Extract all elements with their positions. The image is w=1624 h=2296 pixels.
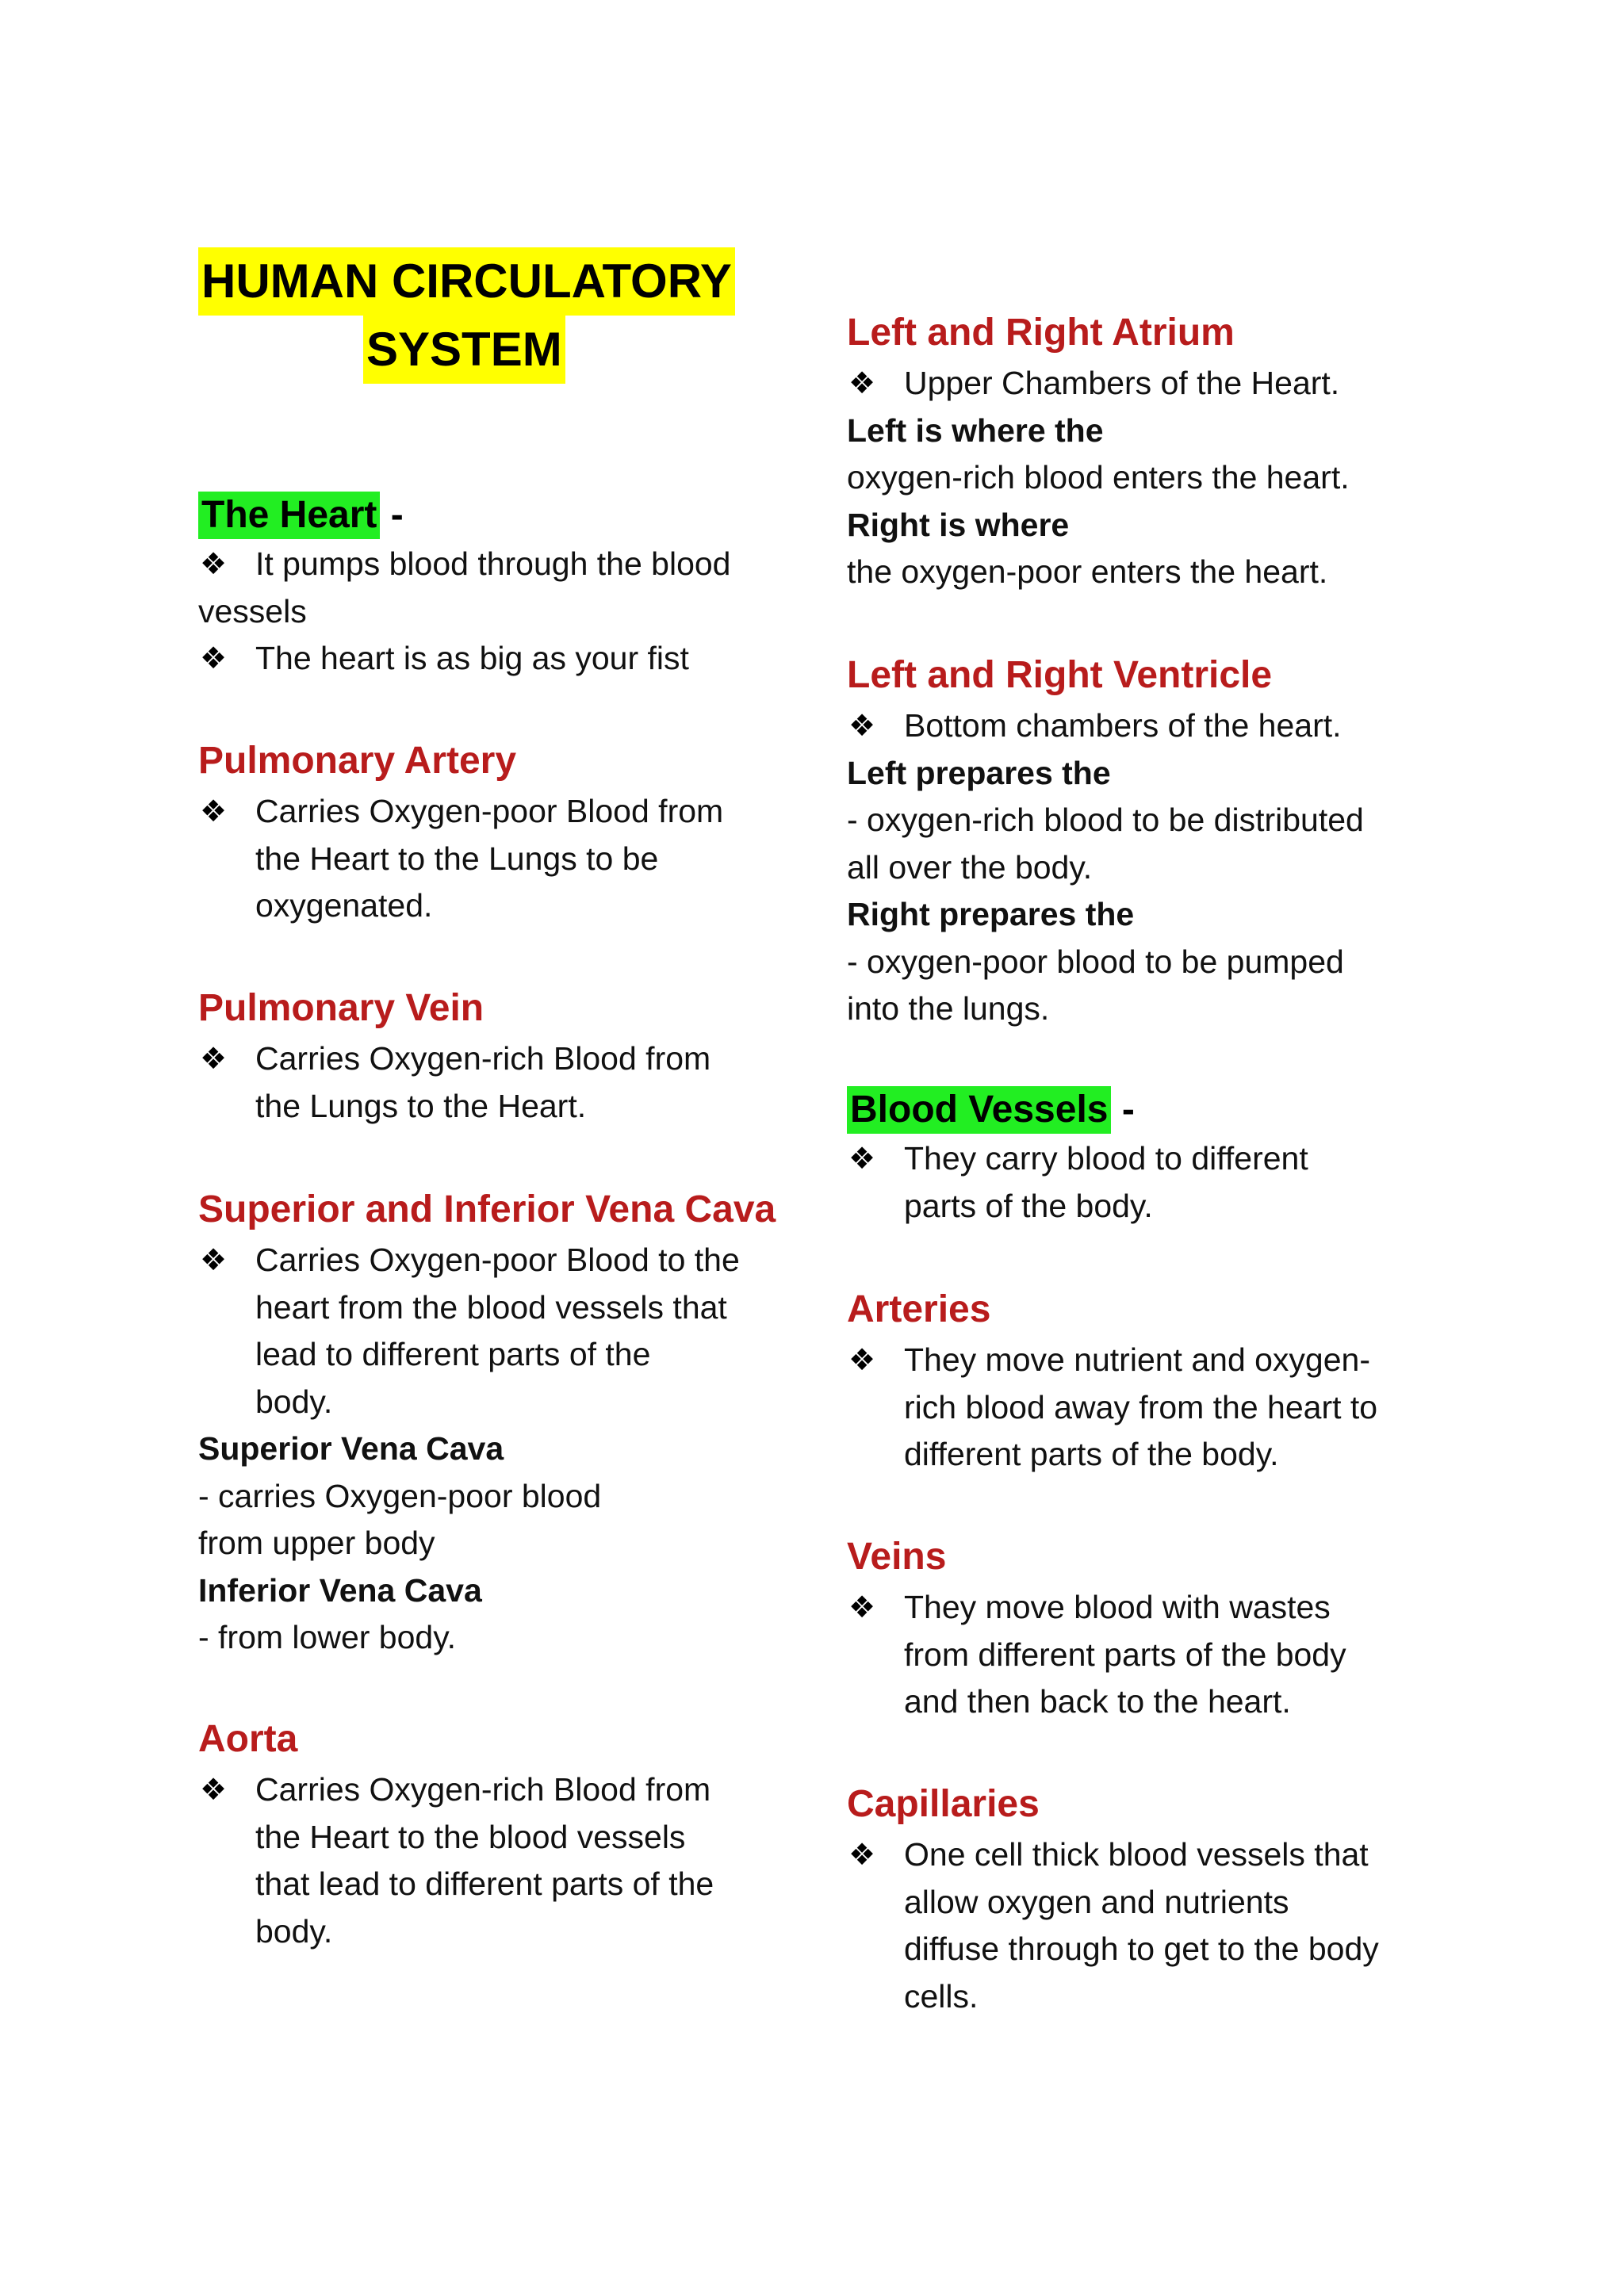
arteries-text xyxy=(847,1337,1465,1479)
vena-cava-bullet: ❖ Carries Oxygen-poor Blood to the heart from the blood vessels that lead to different parts of the body. xyxy=(198,1237,809,1425)
arteries-title: Arteries xyxy=(847,1288,991,1330)
ventricle-left-line-2: all over the body. xyxy=(847,848,1093,886)
page-title-line-1: HUMAN CIRCULATORY xyxy=(198,247,735,316)
capillaries-title: Capillaries xyxy=(847,1783,1040,1825)
aorta-text xyxy=(198,1766,809,1955)
pulmonary-vein-title: Pulmonary Vein xyxy=(198,987,485,1029)
ventricle-title: Left and Right Ventricle xyxy=(847,654,1273,696)
heart-bullet-1: ❖ It pumps blood through the blood xyxy=(198,541,809,588)
vena-cava-title: Superior and Inferior Vena Cava xyxy=(198,1188,776,1230)
atrium-left-label: Left is where the xyxy=(847,411,1104,449)
atrium-title: Left and Right Atrium xyxy=(847,312,1235,354)
bullet-diamond-icon: ❖ xyxy=(200,641,228,675)
blood-vessels-heading: Blood Vessels - xyxy=(847,1086,1135,1134)
ventricle-right-line-1: - oxygen-poor blood to be pumped xyxy=(847,943,1344,980)
superior-vena-cava-label: Superior Vena Cava xyxy=(198,1430,504,1467)
bullet-diamond-icon: ❖ xyxy=(200,1041,228,1076)
bullet-diamond-icon: ❖ xyxy=(200,1772,228,1807)
bullet-diamond-icon: ❖ xyxy=(848,1590,876,1624)
superior-vena-cava-line-1: - carries Oxygen-poor blood xyxy=(198,1477,602,1514)
bullet-diamond-icon: ❖ xyxy=(848,1837,876,1872)
heart-bullet-1-wrap: vessels xyxy=(198,592,307,629)
capillaries-text xyxy=(847,1831,1465,2020)
bullet-diamond-icon: ❖ xyxy=(200,546,228,581)
heart-bullet-2: ❖ The heart is as big as your fist xyxy=(198,635,809,683)
bullet-diamond-icon: ❖ xyxy=(848,1342,876,1377)
ventricle-left-line-1: - oxygen-rich blood to be distributed xyxy=(847,802,1364,838)
heart-title: The Heart xyxy=(198,492,380,539)
bullet-diamond-icon: ❖ xyxy=(200,1242,228,1277)
blood-vessels-bullet: ❖ They carry blood to different parts of the body. xyxy=(847,1135,1465,1230)
aorta-title: Aorta xyxy=(198,1718,298,1760)
atrium-right-text: the oxygen-poor enters the heart. xyxy=(847,553,1328,590)
atrium-right-label: Right is where xyxy=(847,506,1070,543)
blood-vessels-text xyxy=(847,1135,1465,1230)
capillaries-bullet: ❖ One cell thick blood vessels that allow oxygen and nutrients diffuse through to get to the body cells. xyxy=(847,1831,1465,2020)
aorta-bullet: ❖ Carries Oxygen-rich Blood from the Heart to the blood vessels that lead to different parts of the body. xyxy=(198,1766,809,1955)
ventricle-right-line-2: into the lungs. xyxy=(847,990,1050,1027)
page-title-line-2: SYSTEM xyxy=(363,316,565,384)
bullet-diamond-icon: ❖ xyxy=(848,365,876,400)
veins-title: Veins xyxy=(847,1536,947,1578)
pulmonary-artery-title: Pulmonary Artery xyxy=(198,740,517,782)
veins-text xyxy=(847,1584,1465,1726)
pulmonary-vein-bullet: ❖ Carries Oxygen-rich Blood from the Lungs to the Heart. xyxy=(198,1035,809,1130)
ventricle-left-label: Left prepares the xyxy=(847,754,1111,791)
ventricle-right-label: Right prepares the xyxy=(847,896,1135,932)
bullet-diamond-icon: ❖ xyxy=(848,708,876,743)
atrium-bullet: ❖ Upper Chambers of the Heart. xyxy=(847,360,1465,408)
blood-vessels-title: Blood Vessels xyxy=(847,1086,1111,1134)
superior-vena-cava-line-2: from upper body xyxy=(198,1525,435,1561)
bullet-diamond-icon: ❖ xyxy=(200,794,228,828)
pulmonary-artery-bullet: ❖ Carries Oxygen-poor Blood from the Heart to the Lungs to be oxygenated. xyxy=(198,788,809,930)
ventricle-text xyxy=(847,702,1465,1033)
atrium-text xyxy=(847,360,1465,596)
heart-heading: The Heart - xyxy=(198,492,404,539)
inferior-vena-cava-label: Inferior Vena Cava xyxy=(198,1571,482,1609)
vena-cava-text xyxy=(198,1237,809,1662)
inferior-vena-cava-line-1: - from lower body. xyxy=(198,1619,457,1655)
pulmonary-artery-text xyxy=(198,788,809,930)
pulmonary-vein-text xyxy=(198,1035,809,1130)
ventricle-bullet: ❖ Bottom chambers of the heart. xyxy=(847,702,1465,750)
veins-bullet: ❖ They move blood with wastes from different parts of the body and then back to the heart. xyxy=(847,1584,1465,1726)
atrium-left-text: oxygen-rich blood enters the heart. xyxy=(847,459,1350,496)
heart-text xyxy=(198,541,809,683)
arteries-bullet: ❖ They move nutrient and oxygen- rich blood away from the heart to different parts of the body. xyxy=(847,1337,1465,1479)
bullet-diamond-icon: ❖ xyxy=(848,1141,876,1176)
